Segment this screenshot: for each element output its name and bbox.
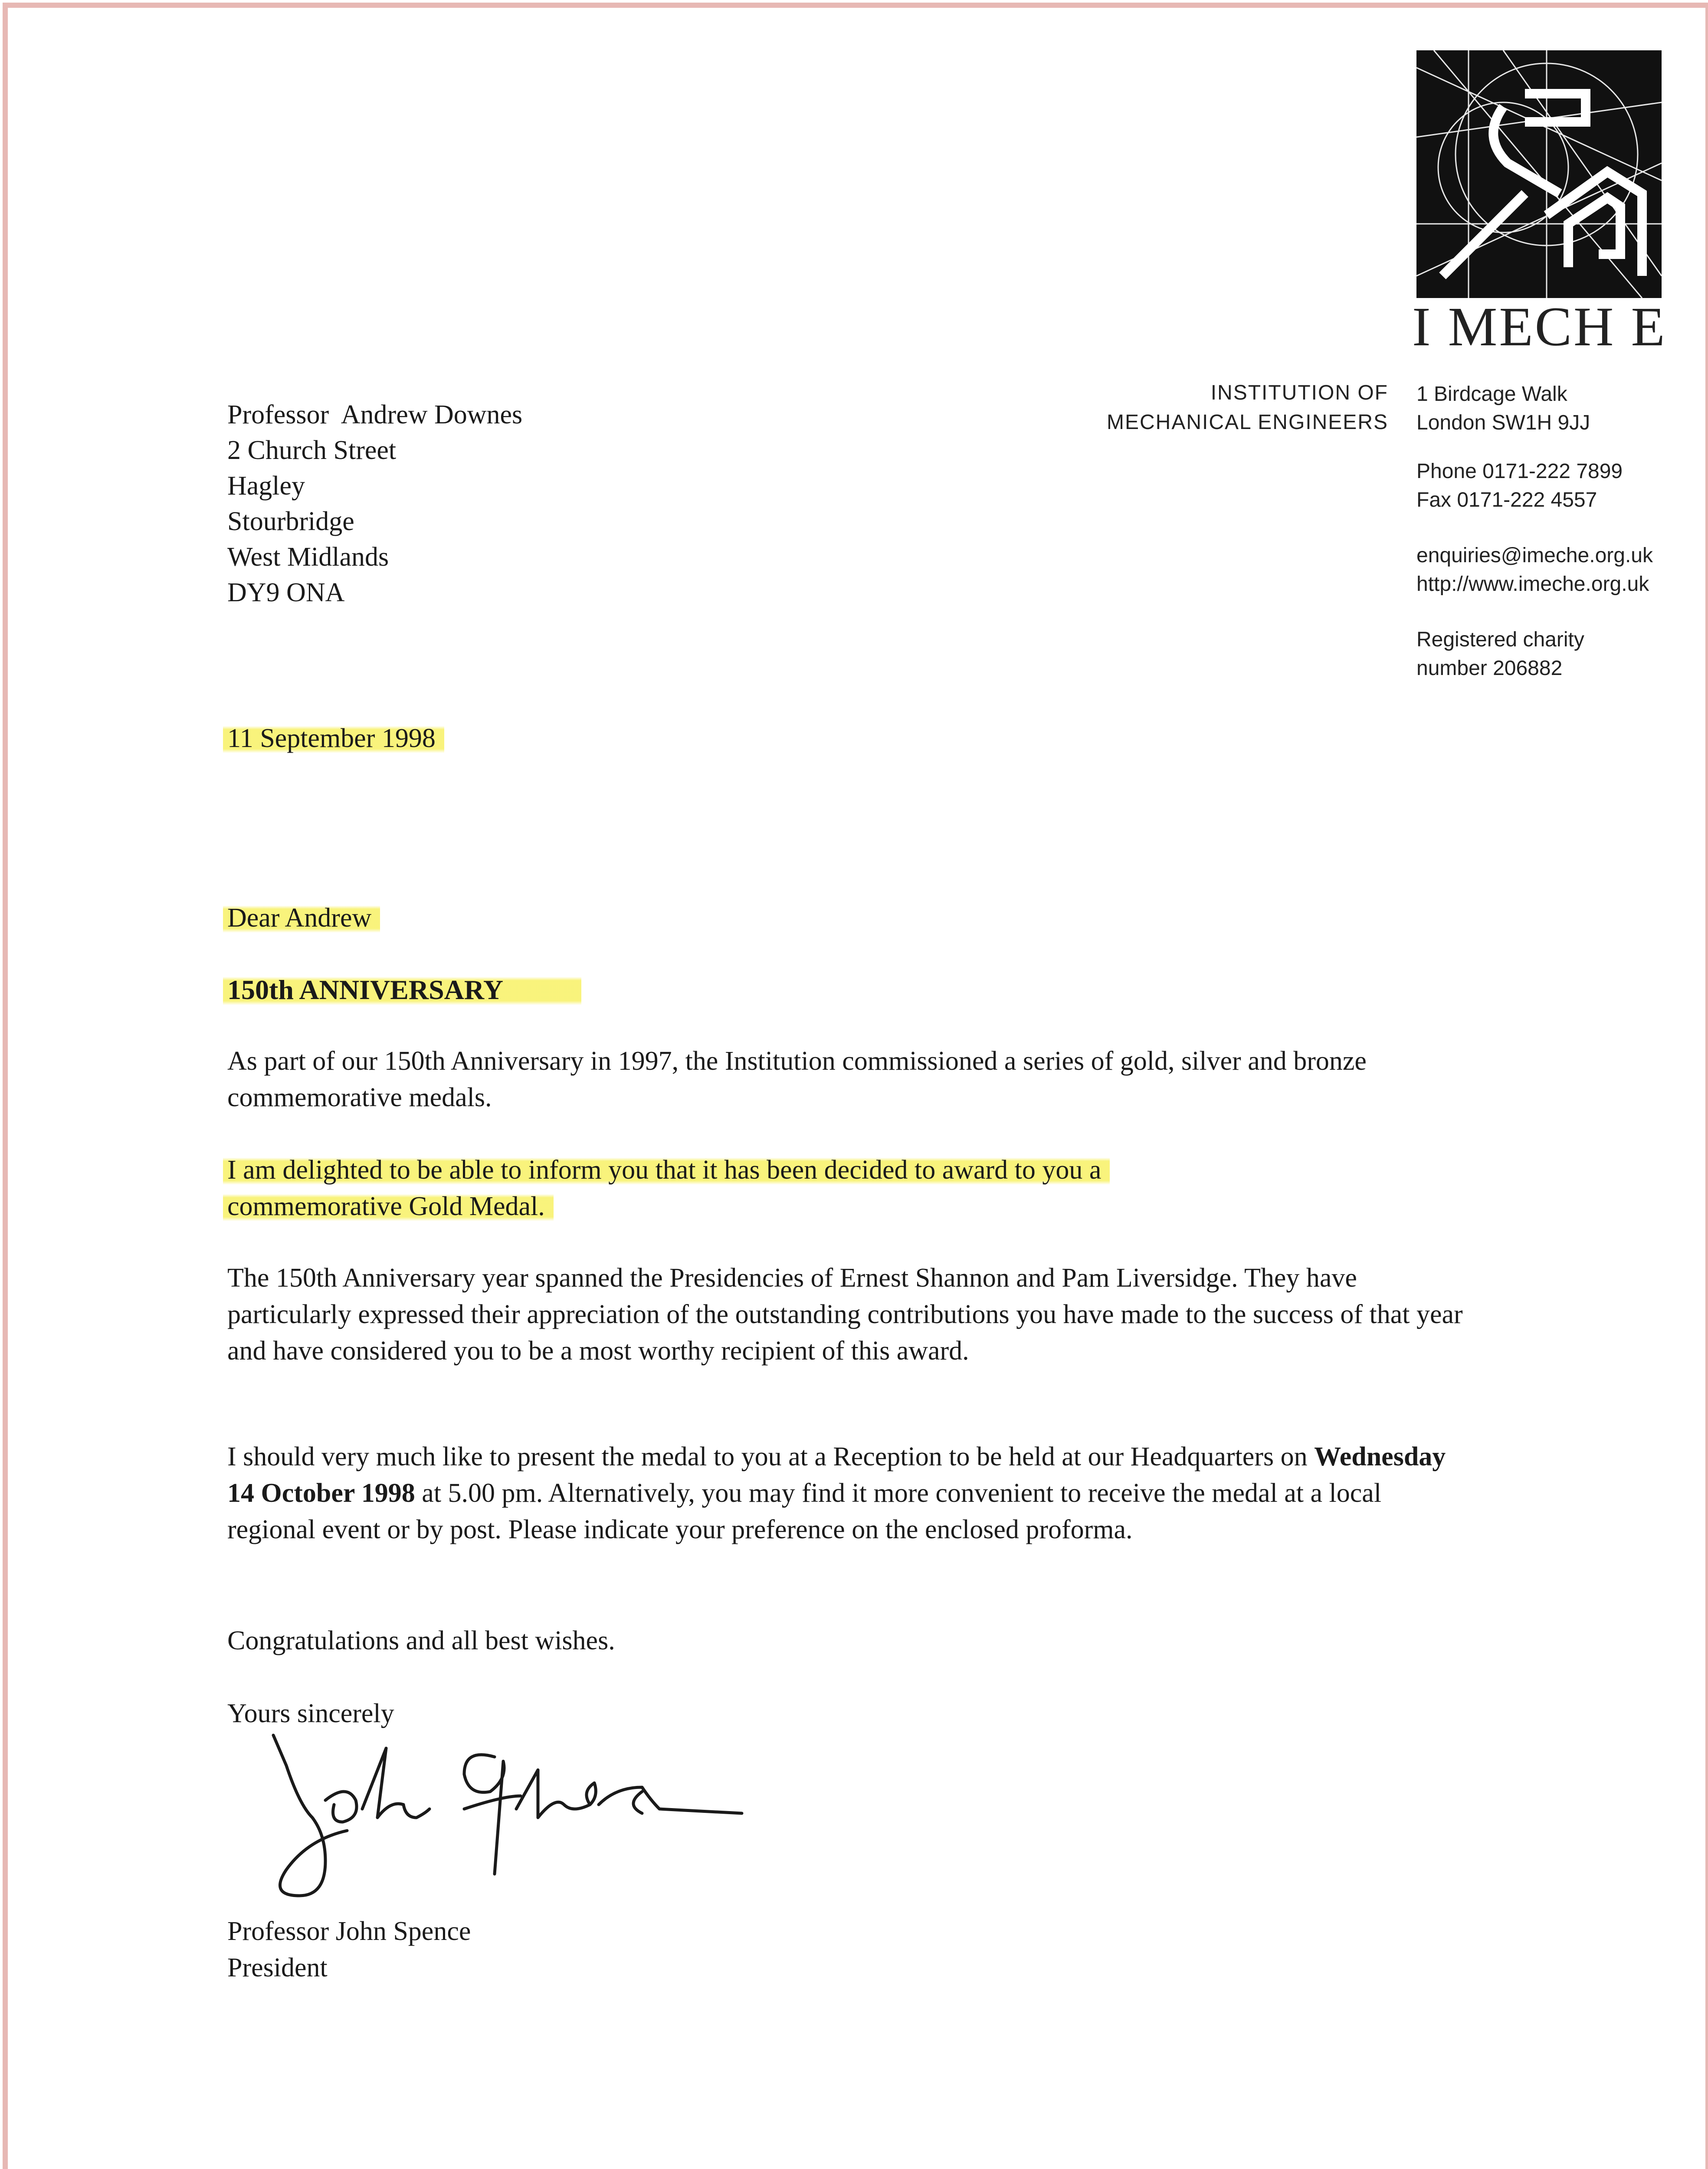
signatory-name: Professor John Spence [227, 1917, 471, 1946]
recipient-county: West Midlands [227, 542, 389, 572]
signature-image [260, 1731, 759, 1913]
body-paragraph-2-text: I am delighted to be able to inform you that it has been decided to award to you a commemorative Gold Medal. [223, 1155, 1110, 1221]
body-paragraph-2 [227, 1152, 1277, 1225]
body-paragraph-1-text: As part of our 150th Anniversary in 1997, the Institution commissioned a series of gold, silver and bronze commemorative medals. [227, 1046, 1367, 1112]
body-paragraph-3 [227, 1260, 1477, 1369]
phone-number: Phone 0171-222 7899 [1416, 460, 1623, 483]
salutation-text: Dear Andrew [223, 903, 380, 933]
logo-wordmark: I MECH E [1412, 296, 1667, 357]
recipient-village: Hagley [227, 471, 305, 501]
body-paragraph-5 [227, 1622, 1485, 1659]
letter-date-text: 11 September 1998 [223, 724, 444, 753]
letter-date [227, 720, 444, 757]
recipient-town: Stourbridge [227, 507, 354, 536]
subject-heading [227, 972, 581, 1008]
body-paragraph-3-text: The 150th Anniversary year spanned the Presidencies of Ernest Shannon and Pam Liversidge. They have particularly expressed their appreciation of the outstanding contributions you have made to the success of that year and have considered you to be a most worthy recipient of this award. [227, 1263, 1463, 1366]
subject-heading-text: 150th ANNIVERSARY [223, 974, 581, 1005]
institution-line-1: INSTITUTION OF [1210, 381, 1388, 404]
charity-line-1: Registered charity [1416, 628, 1584, 651]
charity-line-2: number 206882 [1416, 657, 1563, 680]
salutation [227, 900, 380, 936]
body-paragraph-5-text: Congratulations and all best wishes. [227, 1626, 615, 1655]
recipient-address [227, 397, 522, 610]
recipient-name: Professor Andrew Downes [227, 400, 523, 429]
body-paragraph-4 [227, 1438, 1468, 1548]
email-address: enquiries@imeche.org.uk [1416, 544, 1653, 567]
body-paragraph-1 [227, 1043, 1485, 1116]
institution-line-2: MECHANICAL ENGINEERS [1107, 411, 1388, 434]
body-paragraph-4-text-a: I should very much like to present the medal to you at a Reception to be held at our Headquarters on [227, 1442, 1315, 1471]
recipient-postcode: DY9 ONA [227, 578, 345, 607]
fax-number: Fax 0171-222 4557 [1416, 488, 1597, 511]
reception-date: Wednesday 14 October 1998 [227, 1442, 1446, 1508]
contact-block [1416, 380, 1694, 683]
signatory-title: President [227, 1953, 328, 1982]
signatory-block [227, 1913, 471, 1986]
hq-address-line-2: London SW1H 9JJ [1416, 411, 1590, 434]
imeche-logo-icon [1416, 50, 1662, 298]
website-url: http://www.imeche.org.uk [1416, 573, 1649, 596]
body-paragraph-4-text-b: at 5.00 pm. Alternatively, you may find it more convenient to receive the medal at a local regional event or by post. Please indicate your preference on the enclosed proforma. [227, 1478, 1382, 1544]
hq-address-line-1: 1 Birdcage Walk [1416, 383, 1567, 406]
recipient-street: 2 Church Street [227, 436, 397, 465]
institution-name [998, 378, 1388, 437]
closing: Yours sincerely [227, 1699, 394, 1728]
